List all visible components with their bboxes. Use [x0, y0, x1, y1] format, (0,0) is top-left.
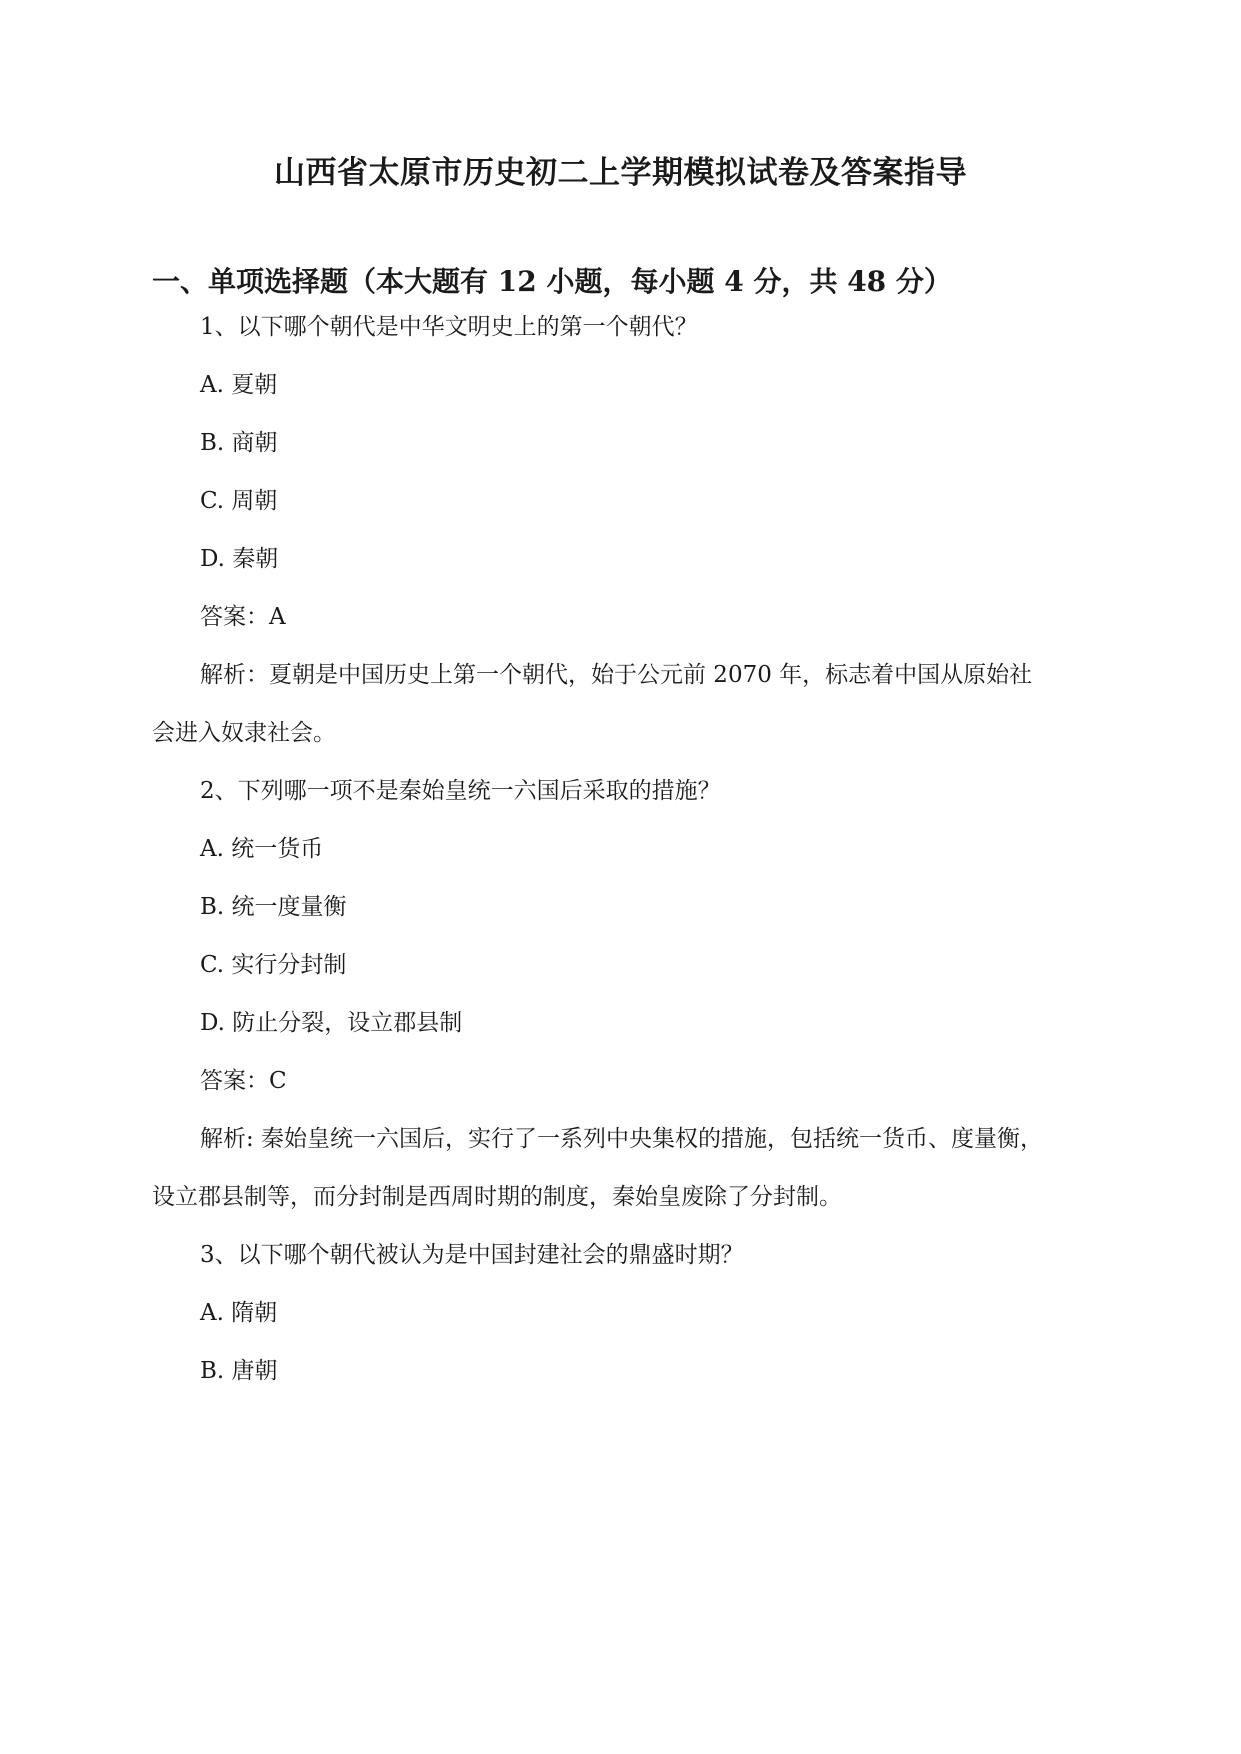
option-c: C. 实行分封制 [200, 952, 347, 978]
question-stem: 1、以下哪个朝代是中华文明史上的第一个朝代？ [200, 314, 698, 340]
question-stem: 3、以下哪个朝代被认为是中国封建社会的鼎盛时期？ [200, 1242, 744, 1268]
option-b: B. 商朝 [200, 430, 278, 456]
analysis-line: 会进入奴隶社会。 [152, 720, 336, 746]
option-d: D. 防止分裂，设立郡县制 [200, 1010, 463, 1036]
analysis-line: 设立郡县制等，而分封制是西周时期的制度，秦始皇废除了分封制。 [152, 1184, 842, 1210]
analysis-line: 解析：夏朝是中国历史上第一个朝代，始于公元前 2070 年，标志着中国从原始社 [200, 662, 1033, 688]
option-b: B. 唐朝 [200, 1358, 278, 1384]
option-d: D. 秦朝 [200, 546, 279, 572]
question-stem: 2、下列哪一项不是秦始皇统一六国后采取的措施？ [200, 778, 721, 804]
analysis-line: 解析: 秦始皇统一六国后，实行了一系列中央集权的措施，包括统一货币、度量衡， [200, 1126, 1044, 1152]
option-a: A. 隋朝 [200, 1300, 278, 1326]
option-b: B. 统一度量衡 [200, 894, 347, 920]
option-c: C. 周朝 [200, 488, 278, 514]
option-a: A. 夏朝 [200, 372, 278, 398]
answer: 答案：A [200, 604, 286, 630]
section-heading: 一、单项选择题（本大题有 12 小题，每小题 4 分，共 48 分） [152, 265, 952, 298]
option-a: A. 统一货币 [200, 836, 324, 862]
page-title: 山西省太原市历史初二上学期模拟试卷及答案指导 [274, 155, 967, 191]
answer: 答案：C [200, 1068, 287, 1094]
